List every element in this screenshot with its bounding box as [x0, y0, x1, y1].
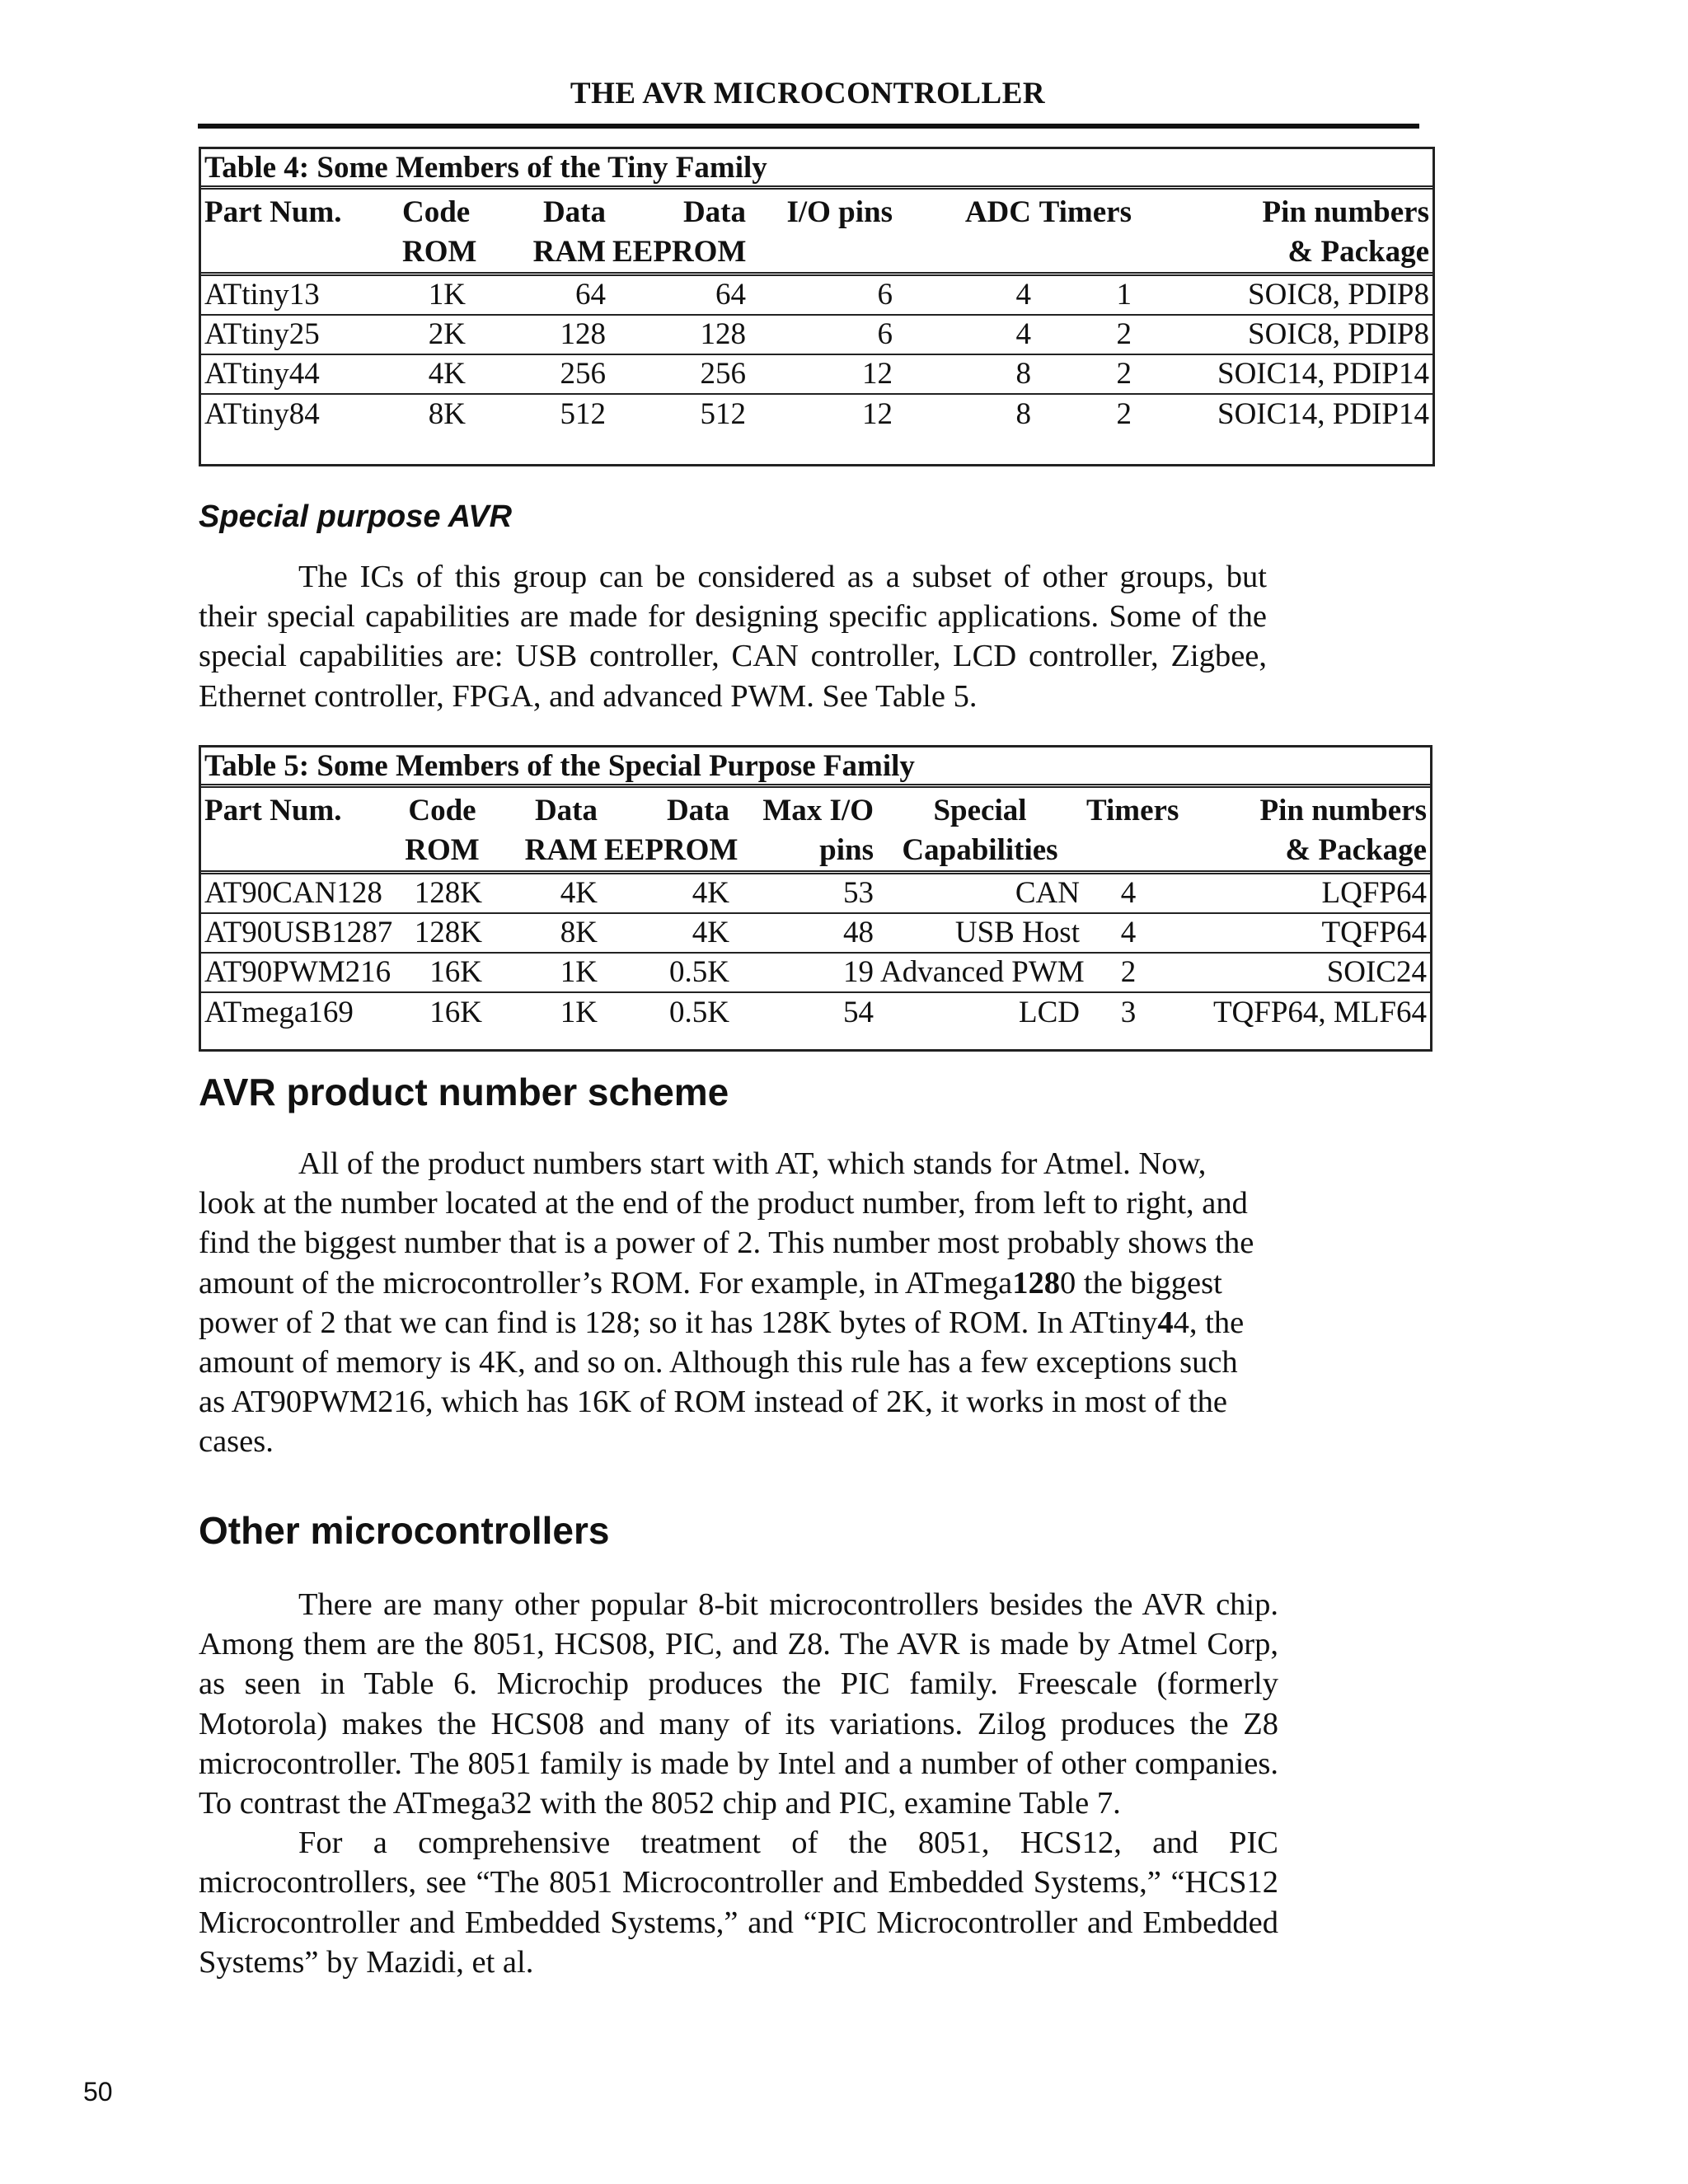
table-header-cell: & Package [1135, 232, 1432, 274]
table-cell: 1K [399, 274, 469, 316]
table-cell: LCD [1019, 995, 1080, 1029]
header-rule [198, 124, 1419, 129]
table-cell: 256 [609, 354, 749, 394]
table-header-cell: Data [542, 195, 606, 229]
table-header-cell: Pin numbers [1262, 195, 1429, 229]
table-row [201, 913, 1430, 953]
table-cell: AT90PWM216 [201, 953, 399, 992]
table-cell: 64 [609, 274, 749, 316]
table-4-title: Table 4: Some Members of the Tiny Family [201, 149, 1432, 190]
table-row [201, 873, 1430, 914]
table-header-cell [1083, 831, 1174, 873]
product-number-scheme-heading: AVR product number scheme [199, 1071, 729, 1113]
table-cell: AT90USB1287 [201, 913, 399, 953]
table-header-cell: Part Num. [204, 794, 342, 827]
table-cell: ATtiny13 [201, 274, 399, 316]
table-cell: 16K [399, 953, 485, 992]
table-header-cell: Code [402, 195, 471, 229]
table-cell: 3 [1120, 995, 1137, 1029]
table-header-cell: Pin numbers [1259, 794, 1427, 827]
text-run: 0 the biggest power of 2 that we can find is 128; so it has 128K bytes of ROM. In ATtiny [199, 1265, 1222, 1340]
table-cell: 2K [399, 315, 469, 354]
table-5-header-2 [201, 831, 1430, 873]
table-cell: USB Host [877, 913, 1083, 953]
table-cell: 512 [560, 396, 606, 431]
running-head: THE AVR MICROCONTROLLER [570, 77, 1046, 110]
table-4 [199, 147, 1435, 466]
table-cell: 4K [601, 913, 733, 953]
table-header-cell: Part Num. [204, 195, 342, 229]
table-header-cell: EEPROM [609, 232, 749, 274]
table-cell: SOIC24 [1174, 953, 1430, 992]
table-cell: 4 [1083, 913, 1174, 953]
table-cell: 256 [469, 354, 609, 394]
table-cell: SOIC8, PDIP8 [1135, 274, 1432, 316]
table-cell: CAN [877, 873, 1083, 914]
other-microcontrollers-paragraphs [199, 1585, 1278, 1982]
table-header-cell [896, 232, 1034, 274]
table-cell: 2 [1116, 396, 1132, 431]
table-cell: ATtiny84 [204, 396, 320, 431]
paragraph-text: The ICs of this group can be considered as a subset of other groups, but their special capabilities are made for designing specific applications. Some of the special capabilities are: USB controller, CAN controller, LCD controller, Zigbee, Ethernet controller, FPGA, and advanced PWM. See Table 5. [199, 560, 1267, 714]
page-number: 50 [83, 2077, 113, 2107]
table-header-cell: ADC [964, 195, 1031, 229]
table-header-cell: Data [534, 794, 598, 827]
table-cell: 1 [1034, 274, 1135, 316]
table-cell: SOIC14, PDIP14 [1217, 396, 1429, 431]
table-cell: AT90CAN128 [201, 873, 399, 914]
bold-digits: 128 [1012, 1265, 1061, 1301]
table-header-cell: Timers [1039, 195, 1132, 229]
table-cell: 8 [1015, 396, 1031, 431]
table-cell: 0.5K [669, 995, 729, 1029]
table-header-cell: Data [666, 794, 729, 827]
table-cell: 128K [399, 913, 485, 953]
table-row [201, 354, 1432, 394]
table-cell: 12 [862, 396, 893, 431]
table-header-cell: ROM [399, 831, 485, 873]
table-header-cell [201, 232, 399, 274]
table-header-cell: Max I/O [762, 794, 874, 827]
paragraph-text: There are many other popular 8-bit microcontrollers besides the AVR chip. Among them are the 8051, HCS08, PIC, and Z8. The AVR is made by Atmel Corp, as seen in Table 6. Microchip produces the PIC family. Freescale (formerly Motorola) makes the HCS08 and many of its variations. Zilog produces the Z8 microcontroller. The 8051 family is made by Intel and a number of other companies. To contrast the ATmega32 with the 8052 chip and PIC, examine Table 7. [199, 1587, 1278, 1821]
table-cell: 4 [896, 315, 1034, 354]
table-row [201, 992, 1430, 1032]
table-header-cell: EEPROM [601, 831, 733, 873]
table-cell: 19 [733, 953, 877, 992]
text-run: All of the product numbers start with AT, which stands for Atmel. Now, look at the number located at the end of the product number, from left to right, and find the biggest number that is a power of 2. This number most probably shows the amount of the microcontroller’s ROM. For example, in ATmega [199, 1146, 1254, 1301]
table-header-cell [201, 831, 399, 873]
table-5-grid [201, 788, 1430, 1032]
table-cell: 512 [700, 396, 746, 431]
table-row [201, 953, 1430, 992]
table-cell: 0.5K [601, 953, 733, 992]
table-cell: 8K [485, 913, 601, 953]
table-header-cell: RAM [485, 831, 601, 873]
table-cell: 12 [749, 354, 896, 394]
table-cell: 54 [843, 995, 874, 1029]
table-header-cell: Data [682, 195, 746, 229]
table-cell: SOIC8, PDIP8 [1135, 315, 1432, 354]
table-cell: Advanced PWM [877, 953, 1083, 992]
table-cell: 8K [428, 396, 466, 431]
text-run: 4, the amount of memory is 4K, and so on. Although this rule has a few exceptions such as AT90PWM216, which has 16K of ROM instead of 2K, it works in most of the cases. [199, 1305, 1245, 1460]
table-4-grid [201, 190, 1432, 434]
table-cell: 1K [560, 995, 598, 1029]
table-5-header-1 [201, 788, 1430, 831]
table-cell: TQFP64, MLF64 [1212, 995, 1427, 1029]
table-header-cell [749, 232, 896, 274]
table-cell: 2 [1034, 315, 1135, 354]
table-row [201, 315, 1432, 354]
table-cell: 6 [749, 274, 896, 316]
table-cell: 2 [1083, 953, 1174, 992]
table-cell: 2 [1034, 354, 1135, 394]
table-header-cell: I/O pins [786, 195, 893, 229]
table-cell: 128K [399, 873, 485, 914]
table-cell: SOIC14, PDIP14 [1135, 354, 1432, 394]
special-purpose-heading: Special purpose AVR [199, 499, 513, 534]
table-cell: 128 [609, 315, 749, 354]
table-cell: 4 [896, 274, 1034, 316]
table-cell: 8 [896, 354, 1034, 394]
table-cell: 4 [1083, 873, 1174, 914]
table-cell: 53 [733, 873, 877, 914]
paragraph-text [199, 1144, 1267, 1462]
table-row [201, 394, 1432, 434]
product-number-scheme-paragraph [199, 1144, 1267, 1462]
table-cell: 64 [469, 274, 609, 316]
table-header-cell: ROM [399, 232, 469, 274]
table-cell: 128 [469, 315, 609, 354]
special-purpose-paragraph [199, 557, 1267, 716]
table-header-cell: Capabilities [877, 831, 1083, 873]
table-5 [199, 745, 1432, 1052]
paragraph-text: For a comprehensive treatment of the 8051, HCS12, and PIC microcontrollers, see “The 8051 Microcontroller and Embedded Systems,” “HCS12 Microcontroller and Embedded Systems,” and “PIC Microcontroller and Embedded Systems” by Mazidi, et al. [199, 1825, 1278, 1980]
table-4-header-1 [201, 190, 1432, 232]
table-cell: 1K [485, 953, 601, 992]
table-row [201, 274, 1432, 316]
table-cell: 4K [399, 354, 469, 394]
table-header-cell: Code [408, 794, 476, 827]
table-4-header-2 [201, 232, 1432, 274]
table-cell: TQFP64 [1174, 913, 1430, 953]
table-cell: 4K [601, 873, 733, 914]
table-header-cell: & Package [1174, 831, 1430, 873]
table-cell: 6 [749, 315, 896, 354]
bold-digits: 4 [1157, 1305, 1174, 1340]
table-header-cell: pins [733, 831, 877, 873]
table-cell: ATtiny25 [201, 315, 399, 354]
table-5-title: Table 5: Some Members of the Special Purpose Family [201, 748, 1430, 788]
table-cell: LQFP64 [1174, 873, 1430, 914]
table-header-cell: RAM [469, 232, 609, 274]
other-microcontrollers-heading: Other microcontrollers [199, 1509, 610, 1552]
table-cell: ATmega169 [204, 995, 354, 1029]
table-header-cell: Special [933, 794, 1027, 827]
table-cell: ATtiny44 [201, 354, 399, 394]
table-header-cell [1034, 232, 1135, 274]
table-header-cell: Timers [1086, 794, 1179, 827]
table-cell: 16K [429, 995, 482, 1029]
table-cell: 4K [485, 873, 601, 914]
table-cell: 48 [733, 913, 877, 953]
